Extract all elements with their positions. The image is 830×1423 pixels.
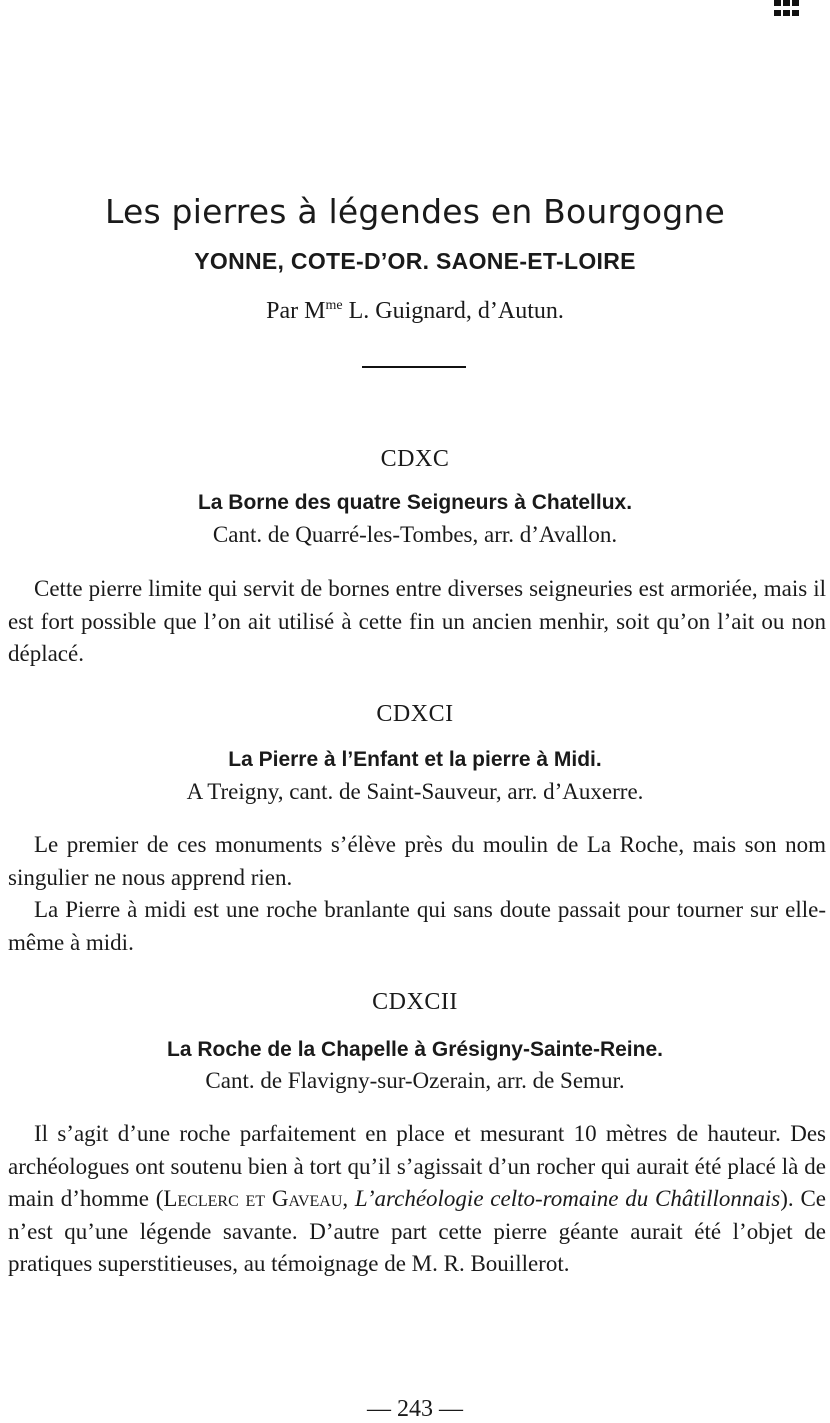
section-location: A Treigny, cant. de Saint-Sauveur, arr. d’Auxerre. xyxy=(186,779,644,804)
corner-mark-icon xyxy=(774,0,808,20)
section-title: La Roche de la Chapelle à Grésigny-Sainte-Reine. xyxy=(167,1038,663,1061)
page-number: — 243 — xyxy=(367,1396,463,1422)
section-title: La Pierre à l’Enfant et la pierre à Midi. xyxy=(228,748,602,771)
page-title: Les pierres à légendes en Bourgogne xyxy=(104,192,726,231)
section-number: CDXCII xyxy=(372,989,458,1015)
byline xyxy=(0,298,830,325)
byline-author: L. Guignard, d’Autun. xyxy=(342,298,564,324)
paragraph-text: Il s’agit d’une roche parfaitement en place et mesurant 10 mètres de hauteur. Des archéologues ont soutenu bien à tort qu’il s’agissait d’un rocher qui aurait été placé là de main d’homme ( xyxy=(8,1121,826,1211)
section-body xyxy=(8,1118,826,1281)
title-divider xyxy=(362,366,466,368)
section-body xyxy=(8,573,826,671)
section-body xyxy=(8,829,826,959)
section-location: Cant. de Flavigny-sur-Ozerain, arr. de Semur. xyxy=(205,1068,625,1093)
page-subtitle: YONNE, COTE-D’OR. SAONE-ET-LOIRE xyxy=(194,248,636,274)
paragraph: La Pierre à midi est une roche branlante qui sans doute passait pour tourner sur elle-même à midi. xyxy=(8,897,826,955)
cited-book-title: L’archéologie celto-romaine du Châtillonnais xyxy=(354,1186,781,1211)
paragraph xyxy=(8,1118,826,1281)
cited-authors: Leclerc et Gaveau xyxy=(163,1186,343,1211)
section-number: CDXC xyxy=(380,446,450,472)
paragraph: Cette pierre limite qui servit de bornes entre diverses seigneuries est armoriée, mais il est fort possible que l’on ait utilisé à cette fin un ancien menhir, soit qu’on l’ait ou non déplacé. xyxy=(8,576,826,666)
byline-prefix: Par M xyxy=(266,298,326,324)
section-title: La Borne des quatre Seigneurs à Chatellux. xyxy=(197,491,633,514)
citation-separator: , xyxy=(342,1186,355,1211)
paragraph: Le premier de ces monuments s’élève près du moulin de La Roche, mais son nom singulier ne nous apprend rien. xyxy=(8,832,826,890)
section-number: CDXCI xyxy=(376,701,454,727)
byline-superscript: me xyxy=(325,298,343,313)
paragraph-text: ). Ce n’est qu’une légende savante. D’autre part cette pierre géante aurait été l’objet de pratiques superstitieuses, au témoignage de M. R. Bouillerot. xyxy=(8,1186,827,1276)
section-location: Cant. de Quarré-les-Tombes, arr. d’Avallon. xyxy=(212,522,618,547)
